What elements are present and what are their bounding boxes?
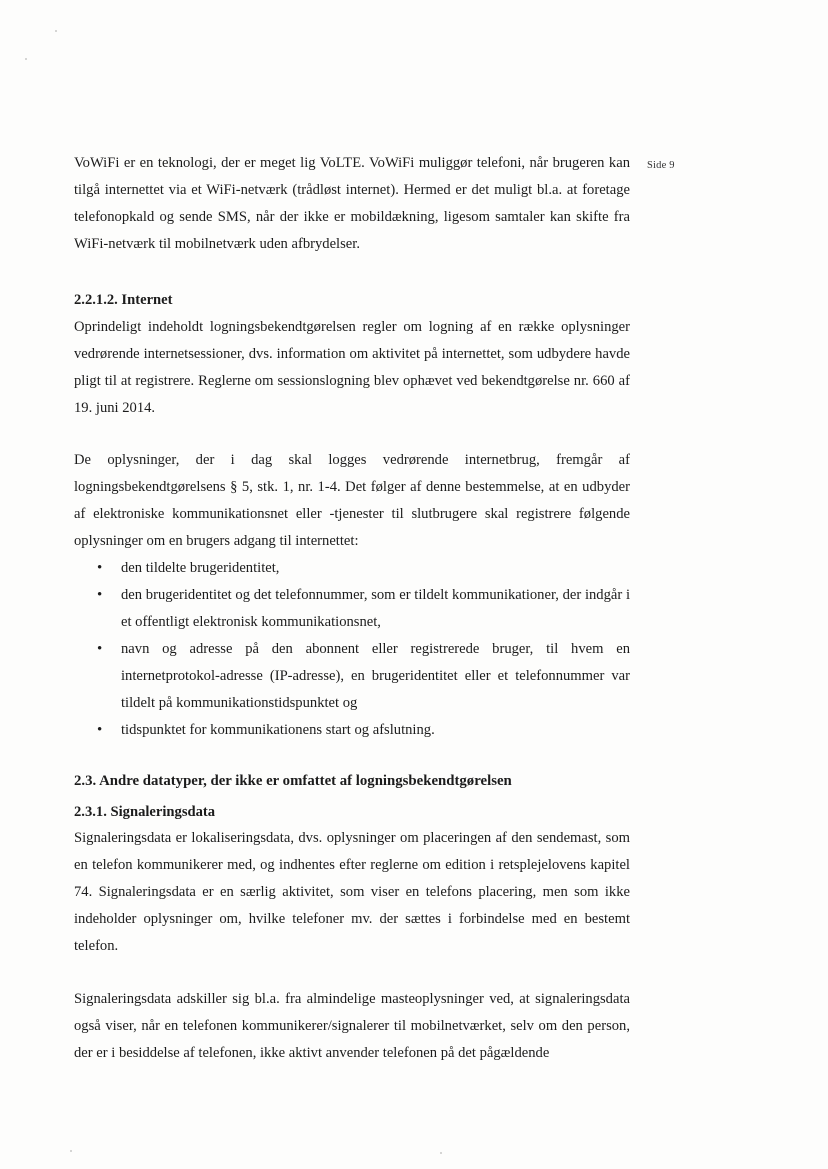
scan-speck	[440, 1152, 442, 1154]
scan-speck	[25, 58, 27, 60]
scan-speck	[55, 30, 57, 32]
heading-section-2-3: 2.3. Andre datatyper, der ikke er omfattet af logningsbekendtgørelsen	[74, 773, 512, 789]
list-item: • tidspunktet for kommunikationens start og afslutning.	[74, 717, 630, 744]
list-item: • navn og adresse på den abonnent eller registrerede bruger, til hvem en internetprotokol-adresse (IP-adresse), en brugeridentitet eller et telefonnummer var tildelt på kommunikationstidspunktet og	[74, 636, 630, 717]
scan-speck	[70, 1150, 72, 1152]
paragraph-signaleringsdata-2: Signaleringsdata adskiller sig bl.a. fra almindelige masteoplysninger ved, at signaleringsdata også viser, når en telefonen kommunikerer/signalerer til mobilnetværket, selv om den person, der er i besiddelse af telefonen, ikke aktivt anvender telefonen på det pågældende	[74, 991, 630, 1061]
paragraph-signaleringsdata: Signaleringsdata er lokaliseringsdata, dvs. oplysninger om placeringen af den sendemast, som en telefon kommunikerer med, og indhentes efter reglerne om edition i retsplejelovens kapitel 74. Signaleringsdata er en særlig aktivitet, som viser en telefons placering, men som ikke indeholder oplysninger om, hvilke telefoner mv. der sættes i forbindelse med en bestemt telefon.	[74, 830, 630, 954]
bullet-list	[74, 555, 630, 744]
document-body	[74, 150, 630, 1067]
paragraph-internet: Oprindeligt indeholdt logningsbekendtgørelsen regler om logning af en række oplysninger vedrørende internetsessioner, dvs. information om aktivitet på internettet, som udbydere havde pligt til at registrere. Reglerne om sessionslogning blev ophævet ved bekendtgørelse nr. 660 af 19. juni 2014.	[74, 319, 630, 416]
list-item: • den tildelte brugeridentitet,	[74, 555, 630, 582]
paragraph-oplysninger: De oplysninger, der i dag skal logges vedrørende internetbrug, fremgår af logningsbekendtgørelsens § 5, stk. 1, nr. 1-4. Det følger af denne bestemmelse, at en udbyder af elektroniske kommunikationsnet eller -tjenester til slutbrugere skal registrere følgende oplysninger om en brugers adgang til internettet:	[74, 452, 630, 549]
heading-signaleringsdata: 2.3.1. Signaleringsdata	[74, 804, 216, 820]
page-number: Side 9	[647, 160, 675, 171]
paragraph-vowifi: VoWiFi er en teknologi, der er meget lig VoLTE. VoWiFi muliggør telefoni, når brugeren kan tilgå internettet via et WiFi-netværk (trådløst internet). Hermed er det muligt bl.a. at foretage telefonopkald og sende SMS, når der ikke er mobildækning, ligesom samtaler kan skifte fra WiFi-netværk til mobilnetværk uden afbrydelser.	[74, 155, 630, 252]
list-item: • den brugeridentitet og det telefonnummer, som er tildelt kommunikationer, der indgår i et offentligt elektronisk kommunikationsnet,	[74, 582, 630, 636]
heading-internet: 2.2.1.2. Internet	[74, 292, 173, 308]
